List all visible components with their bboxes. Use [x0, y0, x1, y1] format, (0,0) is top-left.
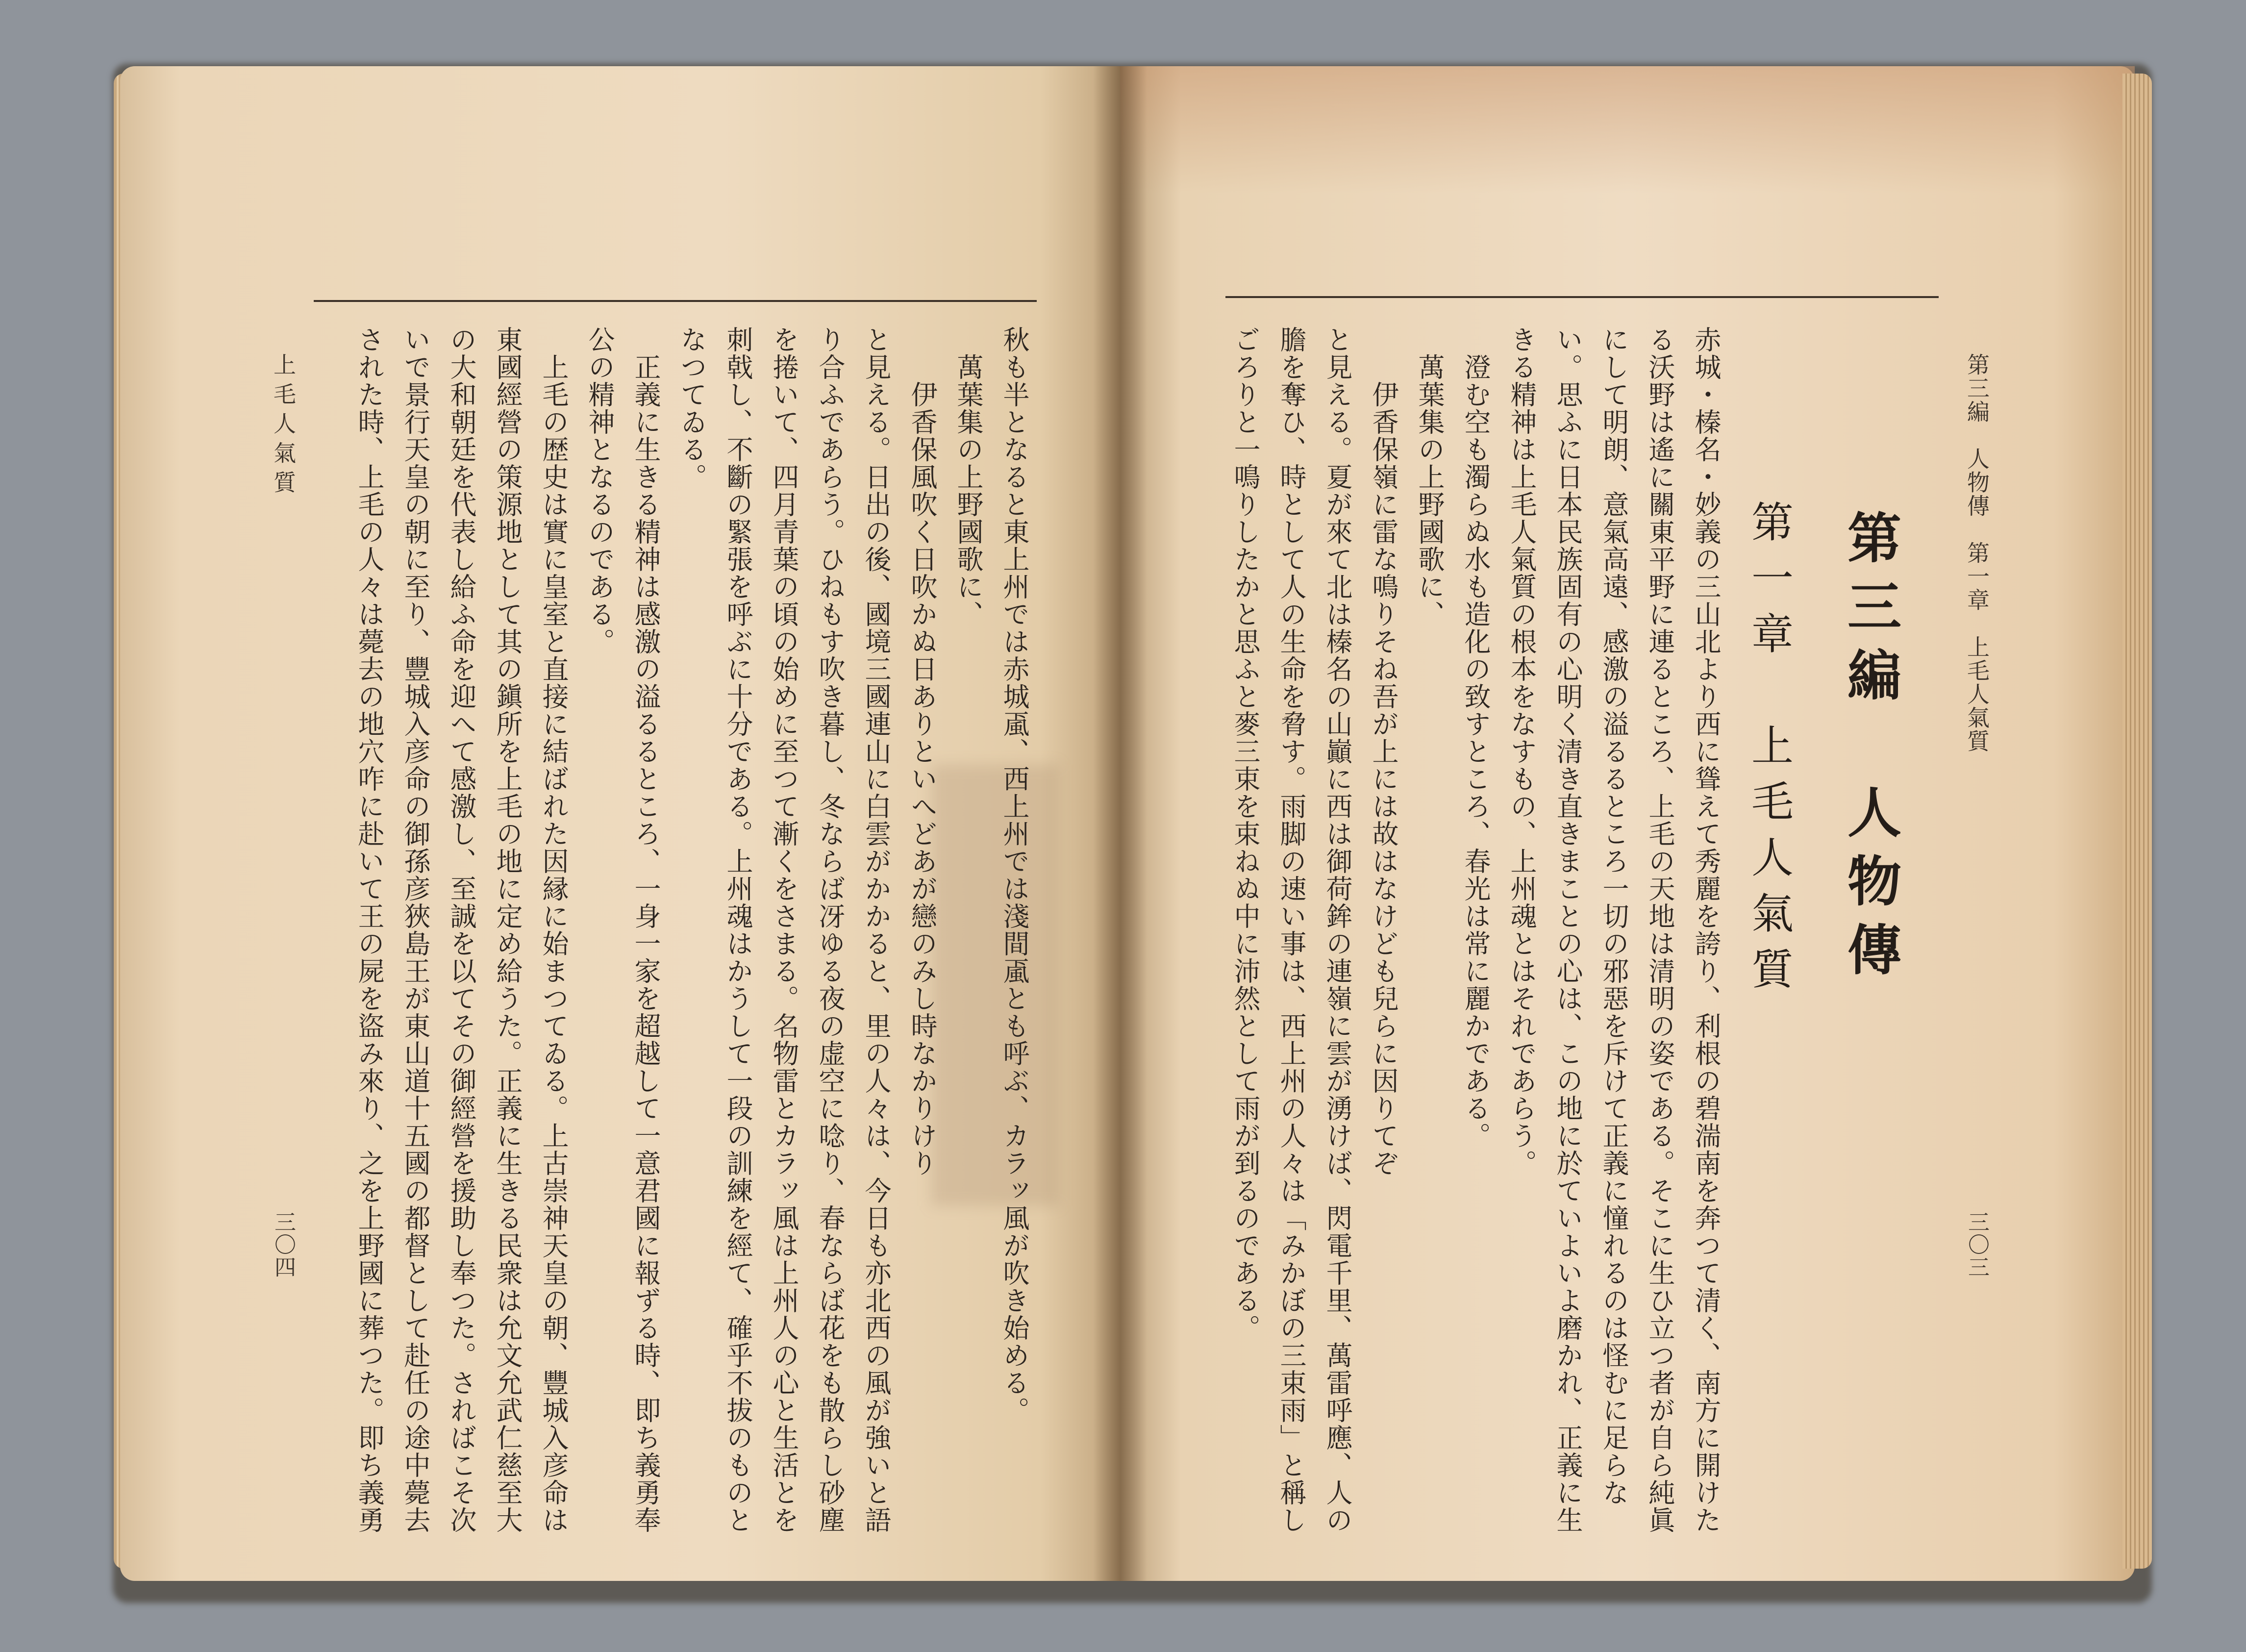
bleed-through-stain [931, 765, 1059, 1206]
left-body-col-11: 上毛の歴史は實に皇室と直接に結ばれた因縁に始まつてゐる。上古崇神天皇の朝、豐城入彦命は [538, 326, 569, 1534]
right-body-col-5: きる精神は上毛人氣質の根本をなすもの、上州魂とはそれであらう。 [1506, 326, 1537, 1177]
book-gutter [1093, 66, 1147, 1581]
left-header-rule [314, 300, 1037, 302]
right-body-col-6: 澄む空も濁らぬ水も造化の致すところ、春光は常に麗かである。 [1460, 326, 1491, 1150]
right-body-col-2: る沃野は遙に關東平野に連るところ、上毛の天地は清明の姿である。そこに生ひ立つ者が自ら純眞 [1645, 326, 1675, 1534]
chapter-title: 第一章 上毛人氣質 [1744, 500, 1793, 1003]
right-body-col-8: 伊香保嶺に雷な鳴りそね吾が上には故はなけども兒らに因りてぞ [1368, 326, 1399, 1177]
right-body-col-1: 赤城・榛名・妙義の三山北より西に聳えて秀麗を誇り、利根の碧湍南を奔つて清く、南方に開けた [1691, 326, 1722, 1534]
left-body-col-7: 刺戟し、不斷の緊張を呼ぶに十分である。上州魂はかうして一段の訓練を經て、確乎不拔のものと [723, 326, 753, 1534]
right-body-col-10: 膽を奪ひ、時として人の生命を脅す。雨脚の速い事は、西上州の人々は「みかぼの三束雨」と稱し [1276, 326, 1307, 1534]
left-body-col-14: いで景行天皇の朝に至り、豐城入彦命の御孫彦狹島王が東山道十五國の都督として赴任の途中薨去 [400, 326, 431, 1534]
left-body-col-3: 伊香保風吹く日吹かぬ日ありといへどあが戀のみし時なかりけり [907, 326, 938, 1177]
right-body-col-4: い。思ふに日本民族固有の心明く清き直きまことの心は、この地に於ていよいよ磨かれ、正義に生 [1552, 326, 1583, 1534]
paper-stain [1120, 66, 2135, 194]
right-page-number: 三〇三 [1964, 1211, 1989, 1278]
part-title: 第三編 人物傳 [1839, 510, 1902, 990]
left-body-col-8: なつてゐる。 [676, 326, 707, 491]
left-body-col-13: の大和朝廷を代表し給ふ命を迎へて感激し、至誠を以てその御經營を援助し奉つた。さればこそ次 [446, 326, 477, 1534]
left-body-col-2: 萬葉集の上野國歌に、 [953, 326, 984, 628]
right-header-rule [1225, 296, 1939, 298]
right-body-col-3: にして明朗、意氣高遠、感激の溢るるところ一切の邪惡を斥けて正義に憧れるのは怪むに足らな [1598, 326, 1629, 1506]
right-body-col-11: ごろりと一鳴りしたかと思ふと麥三束を束ねぬ中に沛然として雨が到るのである。 [1230, 326, 1261, 1342]
left-body-col-1: 秋も半となると東上州では赤城颪、西上州では淺間颪とも呼ぶ、カラッ風が吹き始める。 [999, 326, 1030, 1424]
right-page-edges [2122, 74, 2152, 1569]
left-body-col-12: 東國經營の策源地として其の鎭所を上毛の地に定め給うた。正義に生きる民衆は允文允武仁慈至大 [492, 326, 523, 1534]
right-running-header: 第三編 人物傳 第一章 上毛人氣質 [1964, 353, 1990, 753]
left-body-col-9: 正義に生きる精神は感激の溢るるところ、一身一家を超越して一意君國に報ずる時、即ち義勇奉 [630, 326, 661, 1534]
left-body-col-6: を捲いて、四月青葉の頃の始めに至つて漸くをさまる。名物雷とカラッ風は上州人の心と生活とを [769, 326, 799, 1534]
left-body-col-15: された時、上毛の人々は薨去の地穴咋に赴いて王の屍を盜み來り、之を上野國に葬つた。即ち義勇 [354, 326, 385, 1534]
left-body-col-10: 公の精神となるのである。 [584, 326, 615, 655]
left-footer-title: 上毛人氣質 [270, 353, 297, 500]
left-page-number: 三〇四 [271, 1211, 296, 1278]
right-body-col-7: 萬葉集の上野國歌に、 [1414, 326, 1445, 628]
left-body-col-4: と見える。日出の後、國境三國連山に白雲がかかると、里の人々は、今日も亦北西の風が強いと語 [861, 326, 892, 1534]
left-body-col-5: り合ふであらう。ひねもす吹き暮し、冬ならば冴ゆる夜の虚空に唸り、春ならば花をも散らし砂塵 [815, 326, 846, 1534]
right-body-col-9: と見える。夏が來て北は榛名の山巓に西は御荷鉾の連嶺に雲が湧けば、閃電千里、萬雷呼應、人の [1322, 326, 1353, 1534]
